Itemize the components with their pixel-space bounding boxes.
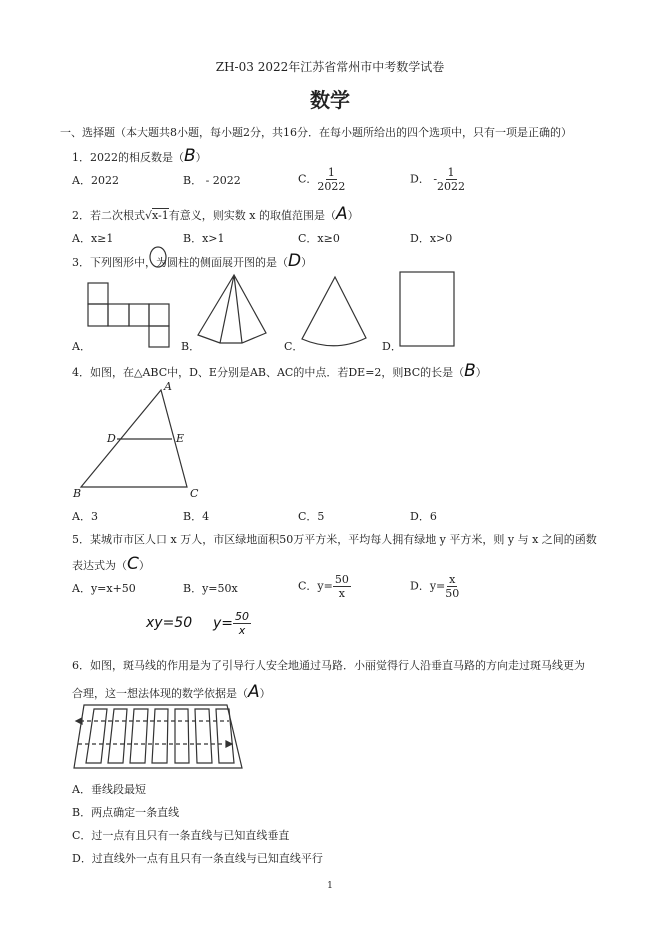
- option-d: D．过直线外一点有且只有一条直线与已知直线平行: [72, 852, 323, 865]
- question-5-line-2: 表达式为（C）: [72, 554, 150, 574]
- subject-heading: 数学: [310, 88, 350, 112]
- option-d: D． - $\frac{1}{2022}$: [410, 166, 466, 193]
- pyramid-net-figure: [198, 275, 268, 350]
- question-4: 4．如图，在△ABC中，D、E分别是AB、AC的中点．若DE=2，则BC的长是（B）: [72, 361, 487, 381]
- question-6-line-1: 6．如图，斑马线的作用是为了引导行人安全地通过马路．小丽觉得行人沿垂直马路的方向走过斑马线更为: [72, 659, 585, 672]
- option-a: A．y=x+50: [72, 582, 136, 595]
- sector-figure: [302, 277, 368, 349]
- section-heading: 一、选择题（本大题共8小题，每小题2分，共16分．在每小题所给出的四个选项中，只有一项是正确的）: [60, 126, 572, 139]
- option-d: D．x>0: [410, 232, 453, 245]
- option-b: B．y=50x: [183, 582, 238, 595]
- triangle-abc-figure: [80, 390, 190, 490]
- handwritten-answer: C: [127, 554, 139, 574]
- option-a: A．2022: [72, 174, 119, 187]
- option-d: D．: [382, 340, 402, 353]
- option-a: A．3: [72, 510, 98, 523]
- question-2: 2．若二次根式√x-1有意义，则实数 x 的取值范围是（A）: [72, 204, 359, 224]
- option-b: B．x>1: [183, 232, 225, 245]
- option-b: B．两点确定一条直线: [72, 806, 180, 819]
- zebra-crossing-figure: [74, 705, 246, 771]
- option-d: D．y= $\frac{x}{50}$: [410, 573, 460, 600]
- option-c: C．5: [298, 510, 325, 523]
- label-b: B: [73, 487, 82, 500]
- rectangle-figure: [400, 272, 460, 350]
- label-a: A: [164, 380, 172, 393]
- sqrt-symbol: √: [145, 209, 153, 222]
- handwritten-work-1: xy=50: [146, 615, 193, 631]
- handwritten-answer: A: [248, 682, 260, 702]
- question-1: 1．2022的相反数是（B）: [72, 146, 207, 166]
- label-e: E: [176, 432, 185, 445]
- option-d: D．6: [410, 510, 437, 523]
- page-number: 1: [327, 881, 333, 891]
- handwritten-answer: D: [288, 251, 302, 271]
- question-6-line-2: 合理，这一想法体现的数学依据是（A）: [72, 682, 271, 702]
- label-d: D: [107, 432, 116, 445]
- question-5-line-1: 5．某城市市区人口 x 万人，市区绿地面积50万平方米，平均每人拥有绿地 y 平方米，则 y 与 x 之间的函数: [72, 533, 597, 546]
- option-c: C． $\frac{1}{2022}$: [298, 166, 346, 193]
- option-a: A．x≥1: [72, 232, 114, 245]
- circle-annotation: [148, 246, 170, 270]
- option-b: B．: [181, 340, 201, 353]
- exam-title: ZH-03 2022年江苏省常州市中考数学试卷: [215, 60, 445, 74]
- option-c: C．过一点有且只有一条直线与已知直线垂直: [72, 829, 290, 842]
- option-a: A．: [72, 340, 91, 353]
- option-b: B． - 2022: [183, 174, 241, 187]
- label-c: C: [190, 487, 199, 500]
- cube-net-figure: [88, 283, 168, 353]
- option-c: C．: [284, 340, 304, 353]
- option-c: C．y= $\frac{50}{x}$: [298, 573, 349, 600]
- option-a: A．垂线段最短: [72, 783, 146, 796]
- question-3: 3．下列图形中，为圆柱的侧面展开图的是（D）: [72, 251, 313, 271]
- option-b: B．4: [183, 510, 210, 523]
- handwritten-answer: B: [464, 361, 476, 381]
- option-c: C．x≥0: [298, 232, 340, 245]
- handwritten-answer: A: [335, 204, 348, 224]
- handwritten-answer: B: [184, 146, 196, 166]
- handwritten-work-2: y= $\frac{50}{x}$: [213, 610, 250, 637]
